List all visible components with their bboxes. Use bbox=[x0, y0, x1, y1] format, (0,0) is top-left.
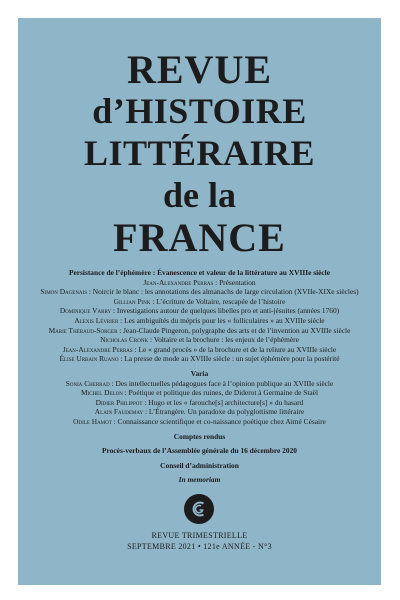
toc-author: Jean-Alexandre Perras bbox=[143, 277, 214, 287]
toc-entry bbox=[24, 407, 375, 417]
toc-entry bbox=[24, 306, 375, 316]
toc-entry bbox=[24, 297, 375, 307]
toc-author: Élise Urbain Ruano bbox=[59, 354, 119, 364]
toc-entry bbox=[24, 417, 375, 427]
toc-title: : L’Étrangère. Un paradoxe du polyglottisme littéraire bbox=[143, 407, 305, 417]
toc-title: : Des intellectuelles pédagogues face à l’opinion publique au XVIIIe siècle bbox=[109, 378, 334, 388]
toc-title: : La presse de mode au XVIIIe siècle : un sujet éphémère pour la postérité bbox=[118, 354, 340, 364]
publisher-logo-icon bbox=[184, 494, 214, 524]
toc-title: : Poétique et politique des ruines, de Diderot à Germaine de Staël bbox=[122, 388, 318, 398]
cover-footer bbox=[18, 530, 381, 552]
toc-entry bbox=[24, 335, 375, 345]
toc-title: : Jean-Claude Pingeron, polygraphe des arts et de l’invention au XVIIIe siècle bbox=[117, 325, 351, 335]
conseil-heading: Conseil d’administration bbox=[160, 460, 239, 470]
toc-title: : L’écriture de Voltaire, rescapée de l’histoire bbox=[150, 296, 286, 306]
toc-title: : Hugo et les « farouche[s] architecture[s] » du hasard bbox=[142, 397, 304, 407]
title-line-de-la: de la bbox=[162, 175, 236, 215]
publisher-logo-glyph bbox=[184, 494, 214, 524]
toc-author: Dominique Varry bbox=[59, 306, 112, 316]
toc-title: : Voltaire et la brochure : les enjeux de l’éphémère bbox=[148, 335, 299, 345]
toc-entry bbox=[24, 388, 375, 398]
toc-title: : Investigations autour de quelques libelles pro et anti-jésuites (années 1760) bbox=[111, 306, 340, 316]
proces-verbaux-heading: Procès-verbaux de l’Assemblée générale du 16 décembre 2020 bbox=[102, 446, 297, 456]
toc-title: : Noircir le blanc : les annotations des almanachs de large circulation (XVIIe-XIXe siècles) bbox=[87, 287, 359, 297]
journal-cover bbox=[18, 18, 381, 585]
toc-entry bbox=[24, 326, 375, 336]
toc-author: Gillian Pink bbox=[113, 296, 151, 306]
toc-author: Nicholas Cronk bbox=[100, 335, 149, 345]
toc-entry bbox=[24, 278, 375, 288]
toc-author: Alexis Lévrier bbox=[74, 315, 119, 325]
in-memoriam-heading: In memoriam bbox=[178, 475, 221, 485]
varia-heading: Varia bbox=[190, 368, 209, 378]
toc-author: Marie Thébaud-Sorger bbox=[48, 325, 118, 335]
toc-author: Simon Dagenais bbox=[40, 287, 87, 297]
toc-entry bbox=[24, 379, 375, 389]
toc-author: Michel Delon bbox=[81, 388, 123, 398]
title-line-france: FRANCE bbox=[113, 215, 286, 260]
title-line-revue: REVUE bbox=[126, 47, 273, 92]
toc-author: Didier Philippot bbox=[95, 397, 143, 407]
title-line-histoire: d’HISTOIRE bbox=[92, 91, 307, 131]
toc-entry bbox=[24, 287, 375, 297]
title-line-litteraire: LITTÉRAIRE bbox=[83, 133, 316, 173]
toc-title: : Présentation bbox=[213, 277, 256, 287]
toc-author: Odile Hamot bbox=[73, 416, 112, 426]
toc-entry bbox=[24, 345, 375, 355]
comptes-rendus-heading: Comptes rendus bbox=[173, 431, 226, 441]
toc-title: : Les ambiguïtés du mépris pour les « folliculaires » au XVIIIe siècle bbox=[118, 315, 325, 325]
issue-info: SEPTEMBRE 2021 • 121e ANNÉE - N°3 bbox=[127, 542, 272, 551]
table-of-contents bbox=[24, 268, 375, 485]
toc-title: : Connaissance scientifique et co-naissance poétique chez Aimé Césaire bbox=[111, 416, 326, 426]
toc-author: Alain Faudemay bbox=[94, 407, 144, 417]
periodicity: REVUE TRIMESTRIELLE bbox=[151, 531, 248, 540]
toc-entry bbox=[24, 398, 375, 408]
toc-author: Sonia Cherrad bbox=[65, 378, 110, 388]
toc-author: Jean-Alexandre Perras bbox=[62, 344, 133, 354]
dossier-heading: Persistance de l’éphémère : Évanescence et valeur de la littérature au XVIIIe siècle bbox=[68, 268, 331, 277]
toc-entry bbox=[24, 354, 375, 364]
toc-title: : Le « grand procès » de la brochure et de la reliure au XVIIIe siècle bbox=[132, 344, 337, 354]
toc-entry bbox=[24, 316, 375, 326]
